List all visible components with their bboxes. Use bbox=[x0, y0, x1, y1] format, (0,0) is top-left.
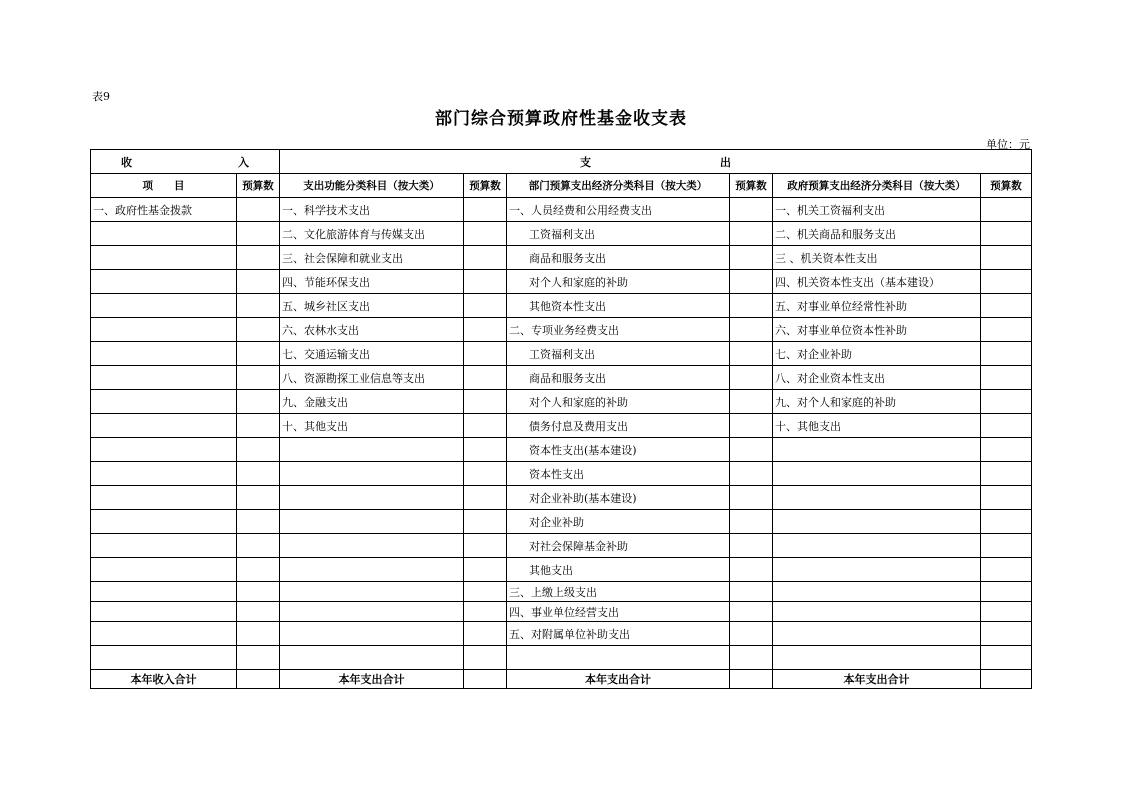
sheet-number: 表9 bbox=[92, 90, 110, 103]
dept-budget-cell bbox=[730, 602, 773, 622]
func-item-cell: 二、文化旅游体育与传媒支出 bbox=[280, 222, 464, 246]
dept-item-cell: 债务付息及费用支出 bbox=[507, 414, 730, 438]
income-item-cell bbox=[91, 534, 237, 558]
gov-budget-cell bbox=[981, 646, 1032, 670]
func-budget-cell bbox=[464, 342, 507, 366]
income-header-char-2: 入 bbox=[238, 155, 249, 169]
dept-item-cell: 对社会保障基金补助 bbox=[507, 534, 730, 558]
income-header bbox=[91, 150, 280, 174]
dept-item-cell: 资本性支出 bbox=[507, 462, 730, 486]
gov-item-cell bbox=[773, 462, 981, 486]
income-total-label: 本年收入合计 bbox=[91, 670, 237, 689]
gov-item-cell: 五、对事业单位经常性补助 bbox=[773, 294, 981, 318]
dept-budget-cell bbox=[730, 246, 773, 270]
dept-budget-cell bbox=[730, 486, 773, 510]
gov-budget-cell bbox=[981, 510, 1032, 534]
income-budget-cell bbox=[237, 438, 280, 462]
gov-budget-cell bbox=[981, 390, 1032, 414]
gov-budget-cell bbox=[981, 534, 1032, 558]
table-row bbox=[91, 486, 1032, 510]
gov-budget-cell bbox=[981, 342, 1032, 366]
func-budget-cell bbox=[464, 462, 507, 486]
income-budget-cell bbox=[237, 246, 280, 270]
gov-item-cell bbox=[773, 602, 981, 622]
dept-item-cell: 对个人和家庭的补助 bbox=[507, 270, 730, 294]
gov-total-label: 本年支出合计 bbox=[773, 670, 981, 689]
table-row bbox=[91, 294, 1032, 318]
income-item-cell bbox=[91, 486, 237, 510]
gov-budget-cell bbox=[981, 318, 1032, 342]
income-budget-cell bbox=[237, 558, 280, 582]
table-row bbox=[91, 246, 1032, 270]
expense-header-char-2: 出 bbox=[720, 155, 732, 169]
table-row bbox=[91, 558, 1032, 582]
income-budget-cell bbox=[237, 510, 280, 534]
func-budget-cell bbox=[464, 246, 507, 270]
dept-item-cell: 对个人和家庭的补助 bbox=[507, 390, 730, 414]
gov-item-cell bbox=[773, 582, 981, 602]
table-row bbox=[91, 414, 1032, 438]
dept-item-cell: 对企业补助 bbox=[507, 510, 730, 534]
gov-item-cell: 四、机关资本性支出（基本建设） bbox=[773, 270, 981, 294]
income-item-cell bbox=[91, 602, 237, 622]
income-item-cell bbox=[91, 390, 237, 414]
gov-item-cell: 二、机关商品和服务支出 bbox=[773, 222, 981, 246]
table-row bbox=[91, 198, 1032, 222]
gov-budget-cell bbox=[981, 414, 1032, 438]
gov-item-cell: 一、机关工资福利支出 bbox=[773, 198, 981, 222]
income-budget-cell bbox=[237, 602, 280, 622]
dept-budget-cell bbox=[730, 582, 773, 602]
col-header-func: 支出功能分类科目（按大类） bbox=[280, 174, 464, 198]
income-item-cell bbox=[91, 342, 237, 366]
gov-item-cell bbox=[773, 486, 981, 510]
table-row bbox=[91, 534, 1032, 558]
col-header-budget: 预算数 bbox=[981, 174, 1032, 198]
func-budget-cell bbox=[464, 222, 507, 246]
dept-item-cell: 对企业补助(基本建设) bbox=[507, 486, 730, 510]
income-item-cell bbox=[91, 366, 237, 390]
table-row bbox=[91, 342, 1032, 366]
gov-budget-cell bbox=[981, 366, 1032, 390]
col-header-budget: 预算数 bbox=[464, 174, 507, 198]
dept-budget-cell bbox=[730, 414, 773, 438]
func-item-cell bbox=[280, 486, 464, 510]
income-item-cell bbox=[91, 622, 237, 646]
gov-total-value bbox=[981, 670, 1032, 689]
dept-budget-cell bbox=[730, 366, 773, 390]
dept-budget-cell bbox=[730, 294, 773, 318]
dept-total-value bbox=[730, 670, 773, 689]
income-item-cell bbox=[91, 270, 237, 294]
func-budget-cell bbox=[464, 622, 507, 646]
table-row bbox=[91, 462, 1032, 486]
func-total-label: 本年支出合计 bbox=[280, 670, 464, 689]
income-budget-cell bbox=[237, 222, 280, 246]
func-item-cell bbox=[280, 602, 464, 622]
dept-budget-cell bbox=[730, 198, 773, 222]
table-row bbox=[91, 366, 1032, 390]
func-item-cell bbox=[280, 438, 464, 462]
income-budget-cell bbox=[237, 622, 280, 646]
func-item-cell bbox=[280, 462, 464, 486]
page-title: 部门综合预算政府性基金收支表 bbox=[435, 109, 687, 129]
income-total-value bbox=[237, 670, 280, 689]
income-item-cell bbox=[91, 558, 237, 582]
gov-budget-cell bbox=[981, 294, 1032, 318]
gov-item-cell bbox=[773, 534, 981, 558]
table-row bbox=[91, 270, 1032, 294]
gov-budget-cell bbox=[981, 602, 1032, 622]
gov-budget-cell bbox=[981, 246, 1032, 270]
dept-budget-cell bbox=[730, 390, 773, 414]
income-item-cell bbox=[91, 414, 237, 438]
func-item-cell: 四、节能环保支出 bbox=[280, 270, 464, 294]
income-item-cell bbox=[91, 510, 237, 534]
dept-item-cell: 三、上缴上级支出 bbox=[507, 582, 730, 602]
dept-budget-cell bbox=[730, 534, 773, 558]
func-budget-cell bbox=[464, 534, 507, 558]
income-item-cell bbox=[91, 462, 237, 486]
dept-item-cell: 资本性支出(基本建设) bbox=[507, 438, 730, 462]
func-budget-cell bbox=[464, 646, 507, 670]
gov-budget-cell bbox=[981, 486, 1032, 510]
dept-item-cell: 工资福利支出 bbox=[507, 222, 730, 246]
gov-item-cell: 七、对企业补助 bbox=[773, 342, 981, 366]
gov-budget-cell bbox=[981, 558, 1032, 582]
income-item-cell bbox=[91, 294, 237, 318]
func-item-cell: 九、金融支出 bbox=[280, 390, 464, 414]
func-item-cell: 八、资源勘探工业信息等支出 bbox=[280, 366, 464, 390]
func-budget-cell bbox=[464, 270, 507, 294]
income-budget-cell bbox=[237, 462, 280, 486]
income-budget-cell bbox=[237, 342, 280, 366]
gov-budget-cell bbox=[981, 582, 1032, 602]
func-item-cell: 六、农林水支出 bbox=[280, 318, 464, 342]
income-item-cell bbox=[91, 222, 237, 246]
header-row-columns bbox=[91, 174, 1032, 198]
func-budget-cell bbox=[464, 602, 507, 622]
table-row bbox=[91, 438, 1032, 462]
dept-budget-cell bbox=[730, 622, 773, 646]
func-item-cell bbox=[280, 534, 464, 558]
gov-item-cell bbox=[773, 558, 981, 582]
func-budget-cell bbox=[464, 438, 507, 462]
income-budget-cell bbox=[237, 582, 280, 602]
dept-item-cell: 二、专项业务经费支出 bbox=[507, 318, 730, 342]
func-item-cell bbox=[280, 510, 464, 534]
income-item-cell bbox=[91, 246, 237, 270]
income-item-cell bbox=[91, 438, 237, 462]
income-item-cell: 一、政府性基金拨款 bbox=[91, 198, 237, 222]
func-item-cell: 五、城乡社区支出 bbox=[280, 294, 464, 318]
col-header-item: 项 目 bbox=[91, 174, 237, 198]
table-row bbox=[91, 646, 1032, 670]
income-budget-cell bbox=[237, 646, 280, 670]
budget-table bbox=[90, 149, 1032, 689]
col-header-budget: 预算数 bbox=[730, 174, 773, 198]
func-item-cell bbox=[280, 622, 464, 646]
gov-item-cell bbox=[773, 646, 981, 670]
dept-item-cell: 一、人员经费和公用经费支出 bbox=[507, 198, 730, 222]
expense-header-char-1: 支 bbox=[580, 155, 591, 169]
table-row bbox=[91, 222, 1032, 246]
func-item-cell: 七、交通运输支出 bbox=[280, 342, 464, 366]
income-header-char-1: 收 bbox=[121, 155, 132, 169]
gov-budget-cell bbox=[981, 222, 1032, 246]
income-item-cell bbox=[91, 582, 237, 602]
gov-item-cell bbox=[773, 510, 981, 534]
gov-budget-cell bbox=[981, 198, 1032, 222]
func-budget-cell bbox=[464, 582, 507, 602]
dept-item-cell: 工资福利支出 bbox=[507, 342, 730, 366]
dept-item-cell: 四、事业单位经营支出 bbox=[507, 602, 730, 622]
func-budget-cell bbox=[464, 486, 507, 510]
income-item-cell bbox=[91, 318, 237, 342]
unit-label: 单位：元 bbox=[986, 138, 1030, 151]
dept-budget-cell bbox=[730, 342, 773, 366]
func-budget-cell bbox=[464, 198, 507, 222]
func-item-cell bbox=[280, 582, 464, 602]
col-header-gov: 政府预算支出经济分类科目（按大类） bbox=[773, 174, 981, 198]
gov-budget-cell bbox=[981, 462, 1032, 486]
func-item-cell: 一、科学技术支出 bbox=[280, 198, 464, 222]
dept-budget-cell bbox=[730, 558, 773, 582]
table-row bbox=[91, 510, 1032, 534]
table-row bbox=[91, 602, 1032, 622]
func-item-cell bbox=[280, 646, 464, 670]
gov-item-cell: 三 、机关资本性支出 bbox=[773, 246, 981, 270]
gov-item-cell: 十、其他支出 bbox=[773, 414, 981, 438]
dept-item-cell: 商品和服务支出 bbox=[507, 246, 730, 270]
gov-item-cell: 八、对企业资本性支出 bbox=[773, 366, 981, 390]
income-budget-cell bbox=[237, 366, 280, 390]
dept-budget-cell bbox=[730, 462, 773, 486]
gov-budget-cell bbox=[981, 438, 1032, 462]
func-budget-cell bbox=[464, 390, 507, 414]
dept-item-cell: 其他支出 bbox=[507, 558, 730, 582]
income-budget-cell bbox=[237, 486, 280, 510]
header-row-top bbox=[91, 150, 1032, 174]
income-budget-cell bbox=[237, 198, 280, 222]
income-budget-cell bbox=[237, 294, 280, 318]
func-budget-cell bbox=[464, 294, 507, 318]
func-budget-cell bbox=[464, 366, 507, 390]
func-budget-cell bbox=[464, 558, 507, 582]
func-budget-cell bbox=[464, 510, 507, 534]
income-budget-cell bbox=[237, 270, 280, 294]
func-budget-cell bbox=[464, 414, 507, 438]
dept-budget-cell bbox=[730, 270, 773, 294]
totals-row bbox=[91, 670, 1032, 689]
income-budget-cell bbox=[237, 318, 280, 342]
dept-budget-cell bbox=[730, 318, 773, 342]
dept-item-cell bbox=[507, 646, 730, 670]
col-header-dept: 部门预算支出经济分类科目（按大类） bbox=[507, 174, 730, 198]
col-header-budget: 预算数 bbox=[237, 174, 280, 198]
dept-budget-cell bbox=[730, 222, 773, 246]
income-budget-cell bbox=[237, 414, 280, 438]
dept-total-label: 本年支出合计 bbox=[507, 670, 730, 689]
gov-item-cell: 六、对事业单位资本性补助 bbox=[773, 318, 981, 342]
table-row bbox=[91, 582, 1032, 602]
gov-budget-cell bbox=[981, 622, 1032, 646]
income-budget-cell bbox=[237, 534, 280, 558]
dept-budget-cell bbox=[730, 646, 773, 670]
dept-item-cell: 商品和服务支出 bbox=[507, 366, 730, 390]
table-row bbox=[91, 390, 1032, 414]
expense-header bbox=[280, 150, 1032, 174]
gov-item-cell bbox=[773, 622, 981, 646]
func-budget-cell bbox=[464, 318, 507, 342]
func-item-cell: 三、社会保障和就业支出 bbox=[280, 246, 464, 270]
dept-budget-cell bbox=[730, 438, 773, 462]
func-item-cell bbox=[280, 558, 464, 582]
income-budget-cell bbox=[237, 390, 280, 414]
dept-budget-cell bbox=[730, 510, 773, 534]
income-item-cell bbox=[91, 646, 237, 670]
func-item-cell: 十、其他支出 bbox=[280, 414, 464, 438]
gov-item-cell: 九、对个人和家庭的补助 bbox=[773, 390, 981, 414]
func-total-value bbox=[464, 670, 507, 689]
dept-item-cell: 五、对附属单位补助支出 bbox=[507, 622, 730, 646]
table-row bbox=[91, 622, 1032, 646]
dept-item-cell: 其他资本性支出 bbox=[507, 294, 730, 318]
gov-item-cell bbox=[773, 438, 981, 462]
table-row bbox=[91, 318, 1032, 342]
gov-budget-cell bbox=[981, 270, 1032, 294]
